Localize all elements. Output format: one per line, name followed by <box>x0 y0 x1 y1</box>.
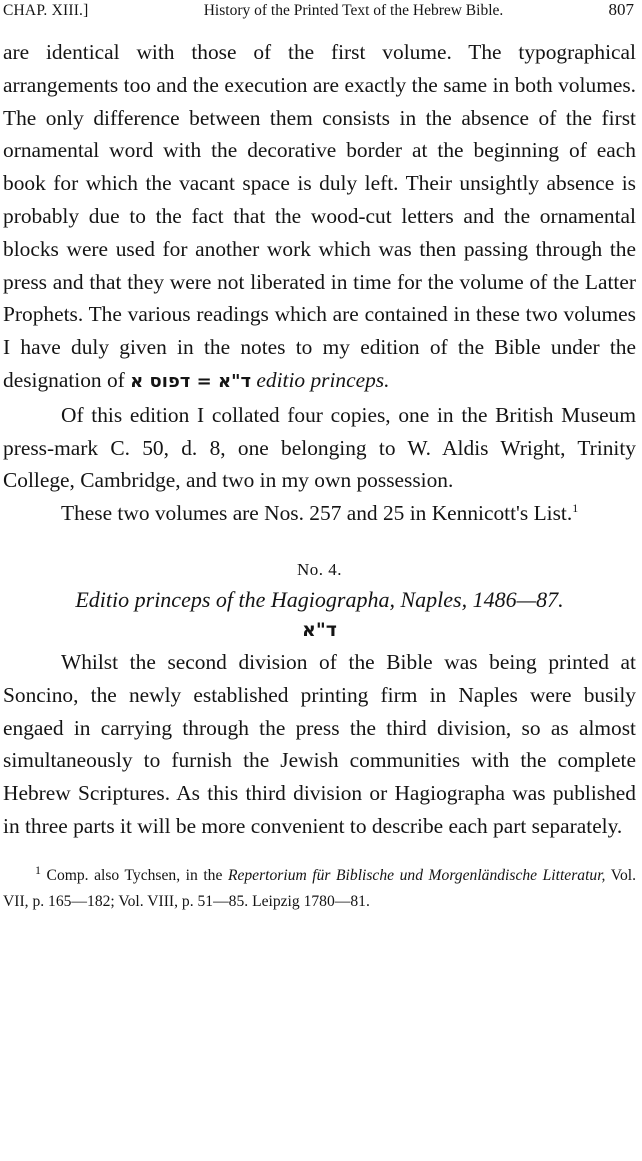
footnote-reference: 1 <box>572 501 579 516</box>
hebrew-designation: ד"א = דפוס א <box>130 370 252 392</box>
paragraph-3-text: These two volumes are Nos. 257 and 25 in Kennicott's List. <box>61 501 573 526</box>
footnote <box>3 863 636 915</box>
footnote-text <box>3 863 636 915</box>
section-number: No. 4. <box>296 559 343 579</box>
paragraph-2: Of this edition I collated four copies, one in the British Museum press-mark C. 50, d. 8, one belonging to W. Aldis Wright, Trinity College, Cambridge, and two in my own possession. <box>3 402 636 493</box>
section-hebrew-siglum: ד"א <box>302 618 337 641</box>
footnote-journal-title: Repertorium für Biblische und Morgenländische Litteratur, <box>227 866 606 884</box>
editio-princeps-label: editio princeps. <box>256 367 390 392</box>
paragraph-4: Whilst the second division of the Bible was being printed at Soncino, the newly established printing firm in Naples were busily engaed in carrying through the press the third division, so as almost simultaneously to furnish the Jewish communities with the complete Hebrew Scriptures. As this third division or Hagiographa was published in three parts it will be more convenient to describe each part separately. <box>3 649 636 838</box>
footnote-marker: 1 <box>35 862 41 877</box>
page-number: 807 <box>608 0 634 19</box>
running-title: History of the Printed Text of the Hebrew Bible. <box>203 2 504 19</box>
paragraph-1 <box>3 36 636 399</box>
paragraph-3 <box>3 497 636 530</box>
footnote-after: Vol. VII, p. 165—182; Vol. VIII, p. 51—85. Leipzig 1780—81. <box>3 866 636 910</box>
footnote-before: Comp. also Tychsen, in the <box>46 866 223 884</box>
chapter-label: CHAP. XIII.] <box>3 2 89 19</box>
body-text <box>3 36 636 530</box>
body-text-2 <box>3 646 636 843</box>
running-head <box>3 0 636 30</box>
section-heading <box>3 556 636 644</box>
section-title: Editio princeps of the Hagiographa, Naples, 1486—87. <box>75 586 564 612</box>
paragraph-1-text: are identical with those of the first volume. The typographical arrangements too and the execution are exactly the same in both volumes. The only difference between them consists in the absence of the first ornamental word with the decorative border at the beginning of each book for which the vacant space is duly left. Their unsightly absence is probably due to the fact that the wood-cut letters and the ornamental blocks were used for another work which was then passing through the press and that they were not liberated in time for the volume of the Latter Prophets. The various readings which are contained in these two volumes I have duly given in the notes to my edition of the Bible under the designation of <box>3 40 636 392</box>
